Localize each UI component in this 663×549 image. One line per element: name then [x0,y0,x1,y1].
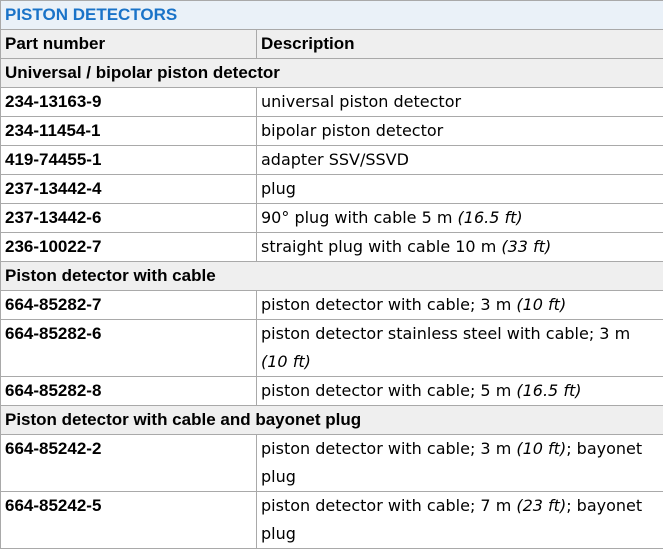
table-row [1,492,663,549]
column-header-part-number: Part number [1,30,257,59]
description-text: piston detector with cable; 5 m [261,381,516,400]
table-row [1,88,663,117]
part-number-cell: 664-85242-2 [1,435,257,492]
description-cell [257,204,663,233]
part-number-cell: 234-13163-9 [1,88,257,117]
table-row [1,146,663,175]
part-number-cell: 237-13442-4 [1,175,257,204]
table-row [1,377,663,406]
description-cell [257,146,663,175]
part-number-cell: 419-74455-1 [1,146,257,175]
part-number-cell: 234-11454-1 [1,117,257,146]
table-row [1,204,663,233]
table-row [1,291,663,320]
column-header-row [1,30,663,59]
description-text: piston detector with cable; 3 m [261,295,516,314]
description-text: plug [261,179,296,198]
part-number-cell: 664-85242-5 [1,492,257,549]
description-text: piston detector with cable; 7 m [261,496,516,515]
description-text: 90° plug with cable 5 m [261,208,458,227]
imperial-length: (23 ft) [516,496,566,515]
imperial-length: (10 ft) [261,352,311,371]
table-row [1,233,663,262]
table-row [1,435,663,492]
description-suffix: ; bayonet plug [261,439,642,486]
group-title: Universal / bipolar piston detector [1,59,663,88]
description-cell [257,233,663,262]
description-text: universal piston detector [261,92,461,111]
description-text: straight plug with cable 10 m [261,237,501,256]
imperial-length: (10 ft) [516,439,566,458]
description-cell [257,291,663,320]
description-cell [257,435,663,492]
part-number-cell: 236-10022-7 [1,233,257,262]
description-text: piston detector with cable; 3 m [261,439,516,458]
imperial-length: (16.5 ft) [516,381,581,400]
imperial-length: (16.5 ft) [458,208,523,227]
column-header-description: Description [257,30,663,59]
table-row [1,117,663,146]
imperial-length: (10 ft) [516,295,566,314]
description-suffix: ; bayonet plug [261,496,642,543]
title-row [1,1,663,30]
description-text: adapter SSV/SSVD [261,150,409,169]
table-row [1,320,663,377]
table-title-cell [1,1,663,30]
description-cell [257,88,663,117]
description-cell [257,377,663,406]
group-header-row [1,262,663,291]
description-text: piston detector stainless steel with cable; 3 m [261,324,630,343]
description-cell [257,117,663,146]
imperial-length: (33 ft) [501,237,551,256]
description-cell [257,175,663,204]
part-number-cell: 237-13442-6 [1,204,257,233]
description-cell [257,320,663,377]
table-row [1,175,663,204]
part-number-cell: 664-85282-8 [1,377,257,406]
description-cell [257,492,663,549]
parts-table-body [1,1,663,549]
part-number-cell: 664-85282-7 [1,291,257,320]
group-title: Piston detector with cable and bayonet plug [1,406,663,435]
group-header-row [1,406,663,435]
description-text: bipolar piston detector [261,121,443,140]
part-number-cell: 664-85282-6 [1,320,257,377]
group-header-row [1,59,663,88]
table-title: PISTON DETECTORS [5,5,177,24]
group-title: Piston detector with cable [1,262,663,291]
